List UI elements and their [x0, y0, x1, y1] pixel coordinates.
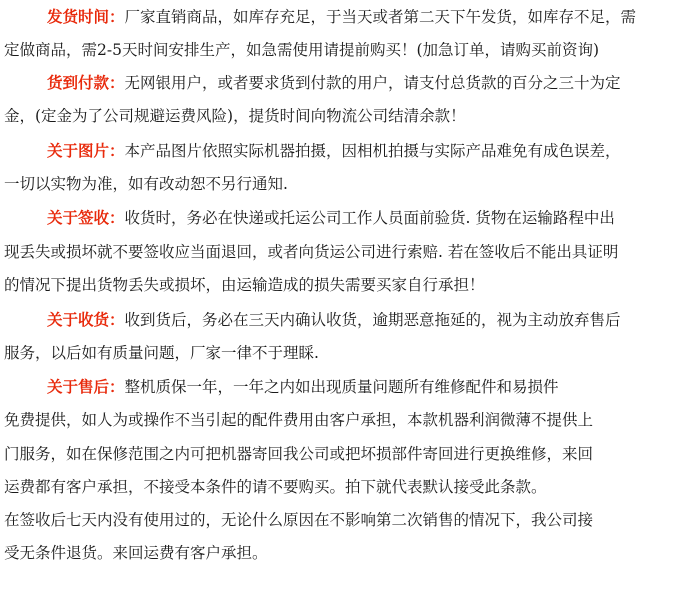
text-line: 的情况下提出货物丢失或损坏，由运输造成的损失需要买家自行承担！ [4, 276, 485, 294]
section-after-sales [47, 376, 683, 398]
text-line: 金，(定金为了公司规避运费风险)，提货时间向物流公司结清余款！ [4, 107, 466, 125]
text-line: 收货时，务必在快递或托运公司工作人员面前验货. 货物在运输路程中出 [124, 209, 615, 227]
label-after-sales: 关于售后： [47, 378, 125, 396]
label-about-images: 关于图片： [47, 142, 125, 160]
text-line: 在签收后七天内没有使用过的，无论什么原因在不影响第二次销售的情况下，我公司接 [4, 511, 594, 529]
text-line: 运费都有客户承担，不接受本条件的请不要购买。拍下就代表默认接受此条款。 [4, 478, 547, 496]
label-about-signing: 关于签收： [47, 209, 125, 227]
text-line: 本产品图片依照实际机器拍摄，因相机拍摄与实际产品难免有成色误差， [124, 142, 621, 160]
text-line: 整机质保一年，一年之内如出现质量问题所有维修配件和易损件 [124, 378, 559, 396]
label-shipping-time: 发货时间： [47, 8, 125, 26]
text-line: 定做商品，需2-5天时间安排生产，如急需使用请提前购买！(加急订单，请购买前资询) [4, 41, 600, 59]
section-shipping-time [47, 6, 683, 28]
section-about-images [47, 140, 683, 162]
section-cash-on-delivery [47, 72, 683, 94]
text-line: 厂家直销商品，如库存充足，于当天或者第二天下午发货，如库存不足，需 [124, 8, 637, 26]
text-line: 门服务，如在保修范围之内可把机器寄回我公司或把坏损部件寄回进行更换维修，来回 [4, 445, 594, 463]
section-about-receipt [47, 309, 683, 331]
label-cash-on-delivery: 货到付款： [47, 74, 125, 92]
text-line: 服务，以后如有质量问题，厂家一律不于理睬. [4, 344, 319, 362]
text-line: 受无条件退货。来回运费有客户承担。 [4, 544, 268, 562]
text-line: 免费提供，如人为或操作不当引起的配件费用由客户承担，本款机器利润微薄不提供上 [4, 411, 594, 429]
text-line: 现丢失或损坏就不要签收应当面退回，或者向货运公司进行索赔. 若在签收后不能出具证明 [4, 243, 619, 261]
section-about-signing [47, 207, 683, 229]
label-about-receipt: 关于收货： [47, 311, 125, 329]
text-line: 无网银用户，或者要求货到付款的用户，请支付总货款的百分之三十为定 [124, 74, 621, 92]
text-line: 收到货后，务必在三天内确认收货，逾期恶意拖延的，视为主动放弃售后 [124, 311, 621, 329]
text-line: 一切以实物为准，如有改动恕不另行通知. [4, 175, 288, 193]
